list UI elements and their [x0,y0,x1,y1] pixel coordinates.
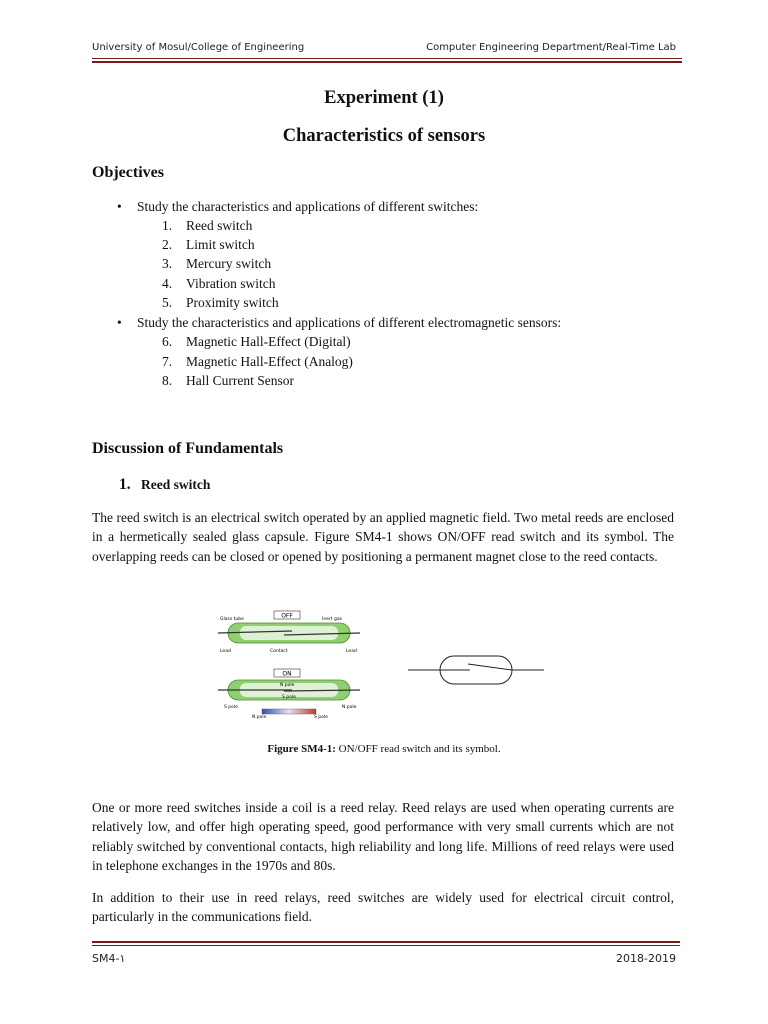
svg-text:Lead: Lead [220,649,231,654]
list-item: 2. Limit switch [162,237,255,252]
list-item: 4. Vibration switch [162,276,276,291]
objective-bullet [117,199,478,215]
section-title: Reed switch [141,477,211,492]
paragraph-reed-relay: One or more reed switches inside a coil is a reed relay. Reed relays are used when operating currents are relatively low, and offer high operating speed, good performance with very small currents which are not reliably switched by conventional contacts, high reliability and long life. Millions of reed relays were used in telephone exchanges in the 1970s and 80s. [92,800,674,874]
list-item: 6. Magnetic Hall-Effect (Digital) [162,334,351,349]
objective-bullet [117,315,561,331]
discussion-heading: Discussion of Fundamentals [92,440,284,457]
svg-text:ON: ON [282,670,292,678]
svg-text:N pole: N pole [252,715,267,720]
footer-year: 2018-2019 [616,952,676,965]
bullet-symbol: • [117,199,122,214]
experiment-title: Experiment (1) [324,88,444,108]
svg-text:S pole: S pole [282,695,296,700]
header-rule-thick [92,61,682,63]
header-right: Computer Engineering Department/Real-Time Lab [426,42,676,53]
permanent-magnet [262,709,316,714]
bullet-symbol: • [117,315,122,330]
header-rule-thin [92,58,682,59]
svg-text:OFF: OFF [281,612,293,620]
list-item: 3. Mercury switch [162,256,272,271]
list-item: 5. Proximity switch [162,295,279,310]
header-left: University of Mosul/College of Engineering [92,42,305,53]
page-header [92,42,676,56]
section-heading-reed-switch [119,476,210,494]
objective-text: Study the characteristics and applications of different electromagnetic sensors: [137,315,562,330]
svg-text:S pole: S pole [314,715,328,720]
paragraph-reed-switch-intro: The reed switch is an electrical switch operated by an applied magnetic field. Two metal reeds are enclosed in a hermetically sealed glass capsule. Figure SM4-1 shows ON/OFF read switch and its symbol. The overlapping reeds can be closed or opened by positioning a permanent magnet close to the reed contacts. [92,510,674,564]
footer-rule-thin [92,945,680,946]
list-item: 7. Magnetic Hall-Effect (Analog) [162,354,353,369]
objective-text: Study the characteristics and applications of different switches: [137,199,479,214]
svg-text:S pole: S pole [224,705,238,710]
svg-text:Glass tube: Glass tube [220,617,244,622]
svg-text:Lead: Lead [346,649,357,654]
footer-page-number: SM4-١ [92,952,126,965]
list-item: 8. Hall Current Sensor [162,373,294,388]
figure-caption-label: Figure SM4-1: [267,743,336,755]
list-item: 1. Reed switch [162,218,253,233]
figure-caption-text: ON/OFF read switch and its symbol. [335,743,501,755]
reed-switch-illustration [218,610,360,720]
svg-text:N pole: N pole [280,683,295,688]
figure-caption [0,743,768,755]
svg-text:Inert gas: Inert gas [322,617,342,622]
svg-text:N pole: N pole [342,705,357,710]
svg-text:Contact: Contact [270,649,288,654]
objectives-heading: Objectives [92,164,164,181]
footer-rule-thick [92,941,680,943]
experiment-subject: Characteristics of sensors [282,126,486,146]
section-number: 1. [119,476,131,493]
paragraph-reed-usage: In addition to their use in reed relays, reed switches are widely used for electrical circuit control, particularly in the communications field. [92,890,674,925]
reed-switch-symbol [408,648,548,692]
